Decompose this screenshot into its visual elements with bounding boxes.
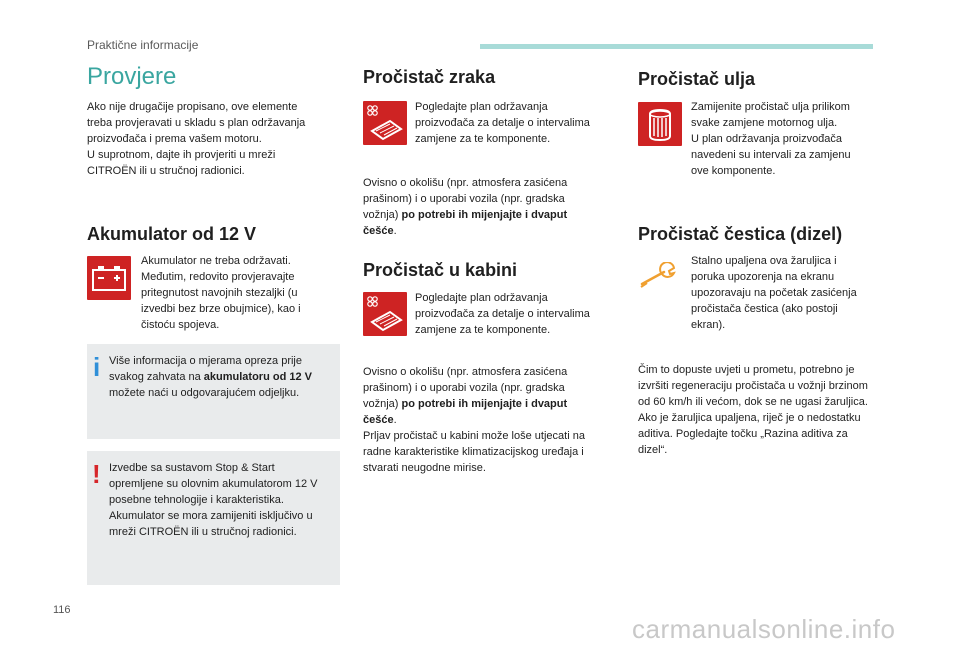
warning-box: [87, 451, 340, 585]
cabin-filter-heading: Pročistač u kabini: [363, 260, 518, 280]
air-filter-text: Pogledajte plan održavanja proizvođača za detalje o intervalima zamjene za te komponente.: [415, 101, 590, 145]
info-text: Više informacija o mjerama opreza prije svakog zahvata na akumulatoru od 12 V možete naći u odgovarajućem odjeljku.: [109, 355, 312, 399]
oil-filter-text: Zamijenite pročistač ulja prilikom svake zamjene motornog ulja. U plan održavanja proizvođača navedeni su intervali za zamjenu ove komponente.: [691, 101, 851, 177]
header-rule: [480, 44, 873, 49]
section-label: Praktične informacije: [87, 38, 199, 52]
cabin-filter-text: Pogledajte plan održavanja proizvođača za detalje o intervalima zamjene za te komponente.: [415, 292, 590, 336]
oil-filter-icon: [638, 102, 682, 146]
page-title: Provjere: [87, 63, 177, 90]
battery-heading: Akumulator od 12 V: [87, 224, 257, 244]
particle-filter-text: Stalno upaljena ova žaruljica i poruka upozorenja na ekranu upozoravaju na početak zasićenja pročistača čestica (ako postoji ekran).: [691, 255, 857, 331]
air-filter-icon: [363, 101, 407, 145]
info-box: [87, 344, 340, 439]
cabin-filter-icon: [363, 292, 407, 336]
battery-text: Akumulator ne treba održavati. Međutim, redovito provjeravajte pritegnutost navojnih stezaljki (u izvedbi bez brze obujmice), kao i čistoću spojeva.: [141, 255, 301, 331]
air-filter-heading: Pročistač zraka: [363, 67, 496, 87]
particle-filter-paragraph: Čim to dopuste uvjeti u prometu, potrebno je izvršiti regeneraciju pročistača u vožnji brzinom od 60 km/h ili većom, dok se ne ugasi žaruljica. Ako je žaruljica upaljena, riječ je o nedostatku aditiva. Pogledajte točku „Razina aditiva za dizel“.: [638, 364, 868, 456]
particle-filter-heading: Pročistač čestica (dizel): [638, 224, 843, 244]
info-icon: i: [93, 352, 101, 382]
oil-filter-heading: Pročistač ulja: [638, 69, 756, 89]
page-number: 116: [53, 604, 71, 616]
air-filter-paragraph: Ovisno o okolišu (npr. atmosfera zasićena prašinom) i o uporabi vozila (npr. gradska vožnja) po potrebi ih mijenjajte i dvaput češće.: [363, 177, 568, 237]
battery-icon: [87, 256, 131, 300]
warning-text: Izvedbe sa sustavom Stop & Start opremljene su olovnim akumulatorom 12 V posebne tehnologije i karakteristika. Akumulator se mora zamijeniti isključivo u mreži CITROËN ili u stručnoj radionici.: [109, 462, 318, 538]
warning-icon: !: [92, 459, 101, 489]
intro-paragraph: Ako nije drugačije propisano, ove elemente treba provjeravati u skladu s plan održavanja proizvođača i prema vašem motoru. U suprotnom, dajte ih provjeriti u mreži CITROËN ili u stručnoj radionici.: [87, 101, 306, 177]
cabin-filter-paragraph: Ovisno o okolišu (npr. atmosfera zasićena prašinom) i o uporabi vozila (npr. gradska vožnja) po potrebi ih mijenjajte i dvaput češće. Prljav pročistač u kabini može loše utjecati na radne karakteristike klimatizacijskog uređaja i stvarati neugodne mirise.: [363, 366, 585, 474]
watermark: carmanualsonline.info: [632, 614, 896, 644]
wrench-warning-icon: [638, 262, 682, 292]
